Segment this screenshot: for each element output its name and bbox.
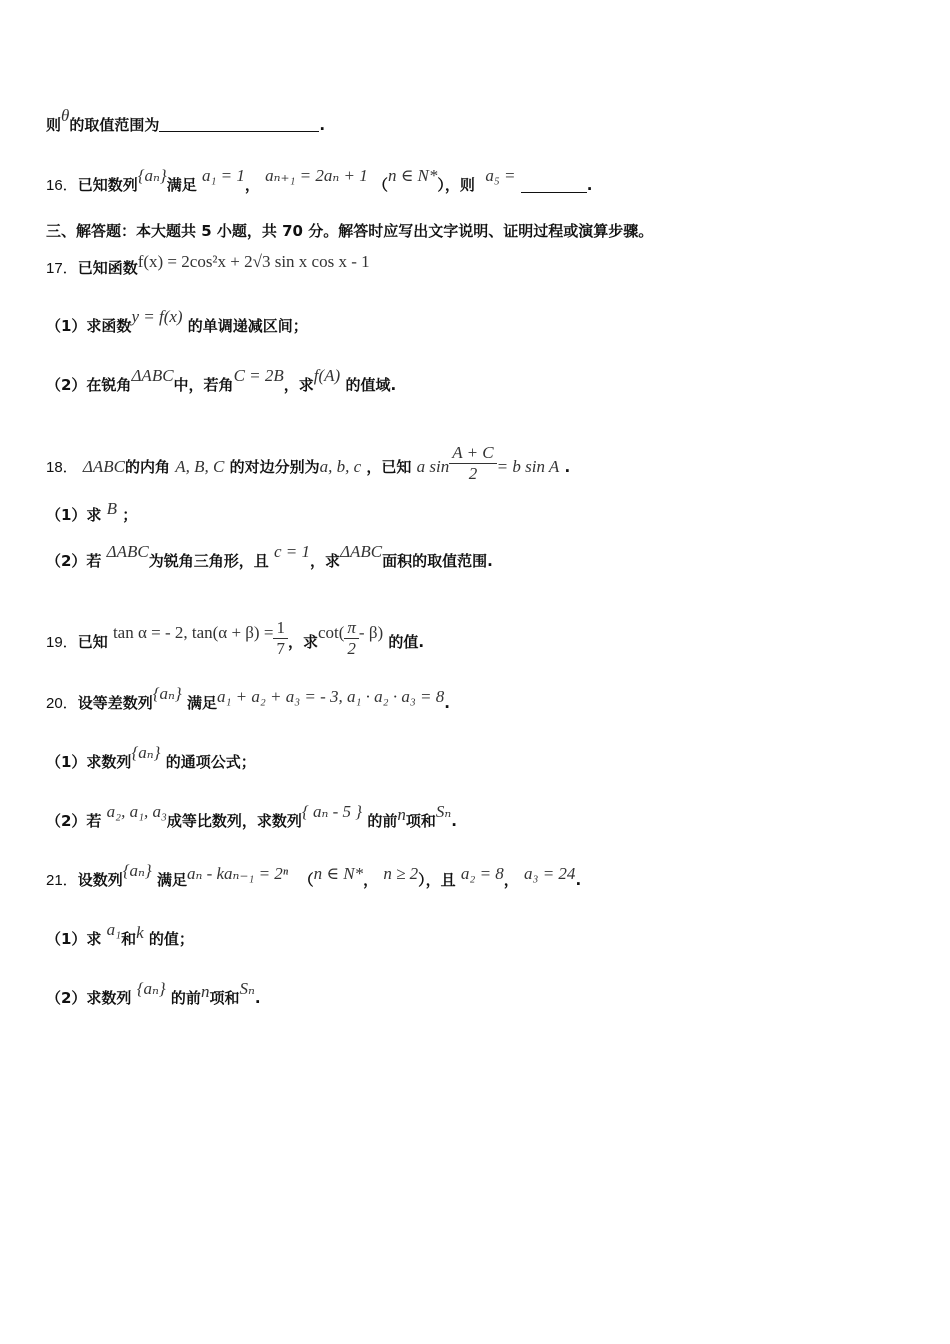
text: 的单调递减区间； — [187, 317, 308, 335]
text: ，求 — [287, 633, 318, 651]
text: 设数列 — [77, 871, 123, 889]
math: - β) — [358, 623, 384, 642]
math: cot( — [317, 623, 345, 642]
fraction-numerator: π — [344, 618, 359, 639]
math: n ∈ N* — [387, 166, 438, 185]
math: tan α = - 2, tan(α + β) = — [112, 623, 274, 642]
question-21-part-2 — [46, 979, 261, 1008]
math: n — [397, 805, 406, 824]
text: 的值； — [148, 930, 194, 948]
math: Sₙ — [435, 802, 452, 821]
math: {aₙ} — [136, 979, 166, 998]
math: {aₙ} — [131, 743, 161, 762]
text: 设等差数列 — [77, 694, 153, 712]
part-label: （1）求 — [46, 930, 102, 948]
math: C = 2B — [233, 366, 284, 385]
part-label: （2）若 — [46, 812, 102, 830]
text: 则 — [46, 116, 62, 134]
question-number: 16． — [46, 177, 78, 194]
answer-blank — [521, 191, 587, 193]
text: ），则 — [437, 176, 475, 194]
part-label: （2）在锐角 — [46, 376, 132, 394]
math: Sₙ — [239, 979, 255, 998]
text: . — [319, 116, 326, 134]
text: 和 — [121, 930, 137, 948]
math: a₁ — [106, 920, 122, 939]
question-18-part-2 — [46, 542, 493, 571]
math: ΔABC — [131, 366, 174, 385]
question-19 — [46, 618, 425, 663]
math: a₂ = 8 — [460, 864, 504, 883]
text: ； — [122, 506, 138, 524]
math: a sin — [416, 457, 450, 476]
math: = b sin A — [496, 457, 560, 476]
text: ， — [363, 871, 379, 889]
text: 为锐角三角形，且 — [148, 552, 269, 570]
math: a, b, c — [319, 457, 362, 476]
math: {aₙ} — [122, 861, 152, 880]
math: {aₙ} — [152, 684, 182, 703]
text: 已知函数 — [77, 259, 138, 277]
math: { aₙ - 5 } — [301, 802, 363, 821]
question-21 — [46, 861, 582, 891]
answer-blank — [159, 130, 319, 132]
math: {aₙ} — [137, 166, 167, 185]
text: . — [444, 694, 450, 712]
text: ， — [244, 176, 260, 194]
math: f(A) — [313, 366, 341, 385]
math: n — [200, 982, 210, 1001]
text: ，求 — [310, 552, 341, 570]
math: a₃ = 24 — [524, 864, 576, 883]
math: f(x) = 2cos²x + 2√3 sin x cos x - 1 — [137, 252, 370, 271]
text: 成等比数列，求数列 — [166, 812, 302, 830]
section-heading: 三、解答题：本大题共 5 小题，共 70 分。解答时应写出文字说明、证明过程或演算步骤。 — [46, 222, 654, 240]
text: 的值. — [388, 633, 425, 651]
text: ， — [503, 871, 519, 889]
text: 的前 — [170, 989, 201, 1007]
math: B — [106, 499, 118, 518]
question-17 — [46, 252, 370, 279]
question-number: 21． — [46, 872, 78, 889]
math: n ∈ N* — [313, 864, 364, 883]
text: 项和 — [405, 812, 436, 830]
text: 满足 — [156, 871, 187, 889]
math: a₂, a₁, a₃ — [106, 802, 167, 821]
question-number: 17． — [46, 260, 78, 277]
text: 满足 — [186, 694, 217, 712]
part-label: （1）求函数 — [46, 317, 132, 335]
text: ，求 — [283, 376, 314, 394]
text: 的内角 — [125, 458, 171, 476]
question-18-part-1 — [46, 499, 138, 525]
math: y = f(x) — [131, 307, 183, 326]
text: 的通项公式； — [165, 753, 256, 771]
fraction-denominator: 2 — [347, 639, 356, 658]
part-label: （2）求数列 — [46, 989, 132, 1007]
question-16 — [46, 166, 593, 196]
text: . — [254, 989, 261, 1007]
math: a₁ = 1 — [201, 166, 245, 185]
text: 项和 — [209, 989, 240, 1007]
math: ΔABC — [106, 542, 149, 561]
fraction-numerator: 1 — [273, 618, 288, 639]
text: ），且 — [418, 871, 456, 889]
text: . — [586, 176, 593, 194]
question-18 — [46, 443, 571, 488]
math: a₁ + a₂ + a₃ = - 3, a₁ · a₂ · a₃ = 8 — [216, 687, 445, 706]
text: . — [564, 458, 571, 476]
text: 中，若角 — [173, 376, 234, 394]
math: A, B, C — [175, 457, 225, 476]
text: 满足 — [166, 176, 197, 194]
text: . — [575, 871, 582, 889]
text: 的前 — [367, 812, 398, 830]
q15-tail — [46, 106, 326, 135]
text: . — [451, 812, 457, 830]
question-number: 18． — [46, 459, 78, 476]
question-17-part-2 — [46, 366, 397, 395]
question-20-part-2 — [46, 802, 457, 831]
math: ΔABC — [82, 457, 126, 476]
math: ΔABC — [340, 542, 383, 561]
fraction — [273, 618, 288, 659]
text: 已知数列 — [77, 176, 138, 194]
question-number: 19． — [46, 634, 78, 651]
text: 的值域. — [345, 376, 397, 394]
math: a₅ = — [485, 166, 516, 185]
math: c = 1 — [274, 542, 311, 561]
text: （ — [372, 176, 388, 194]
text: 的对边分别为 — [229, 458, 320, 476]
text: （ — [298, 871, 314, 889]
question-20-part-1 — [46, 743, 256, 772]
math: n ≥ 2 — [383, 864, 419, 883]
math: aₙ - kaₙ₋₁ = 2ⁿ — [186, 864, 289, 883]
fraction — [449, 443, 496, 484]
fraction — [344, 618, 359, 659]
question-17-part-1 — [46, 307, 308, 336]
math: aₙ₊₁ = 2aₙ + 1 — [265, 166, 368, 185]
text: 的取值范围为 — [69, 116, 160, 134]
question-20 — [46, 684, 450, 714]
part-label: （2）若 — [46, 552, 102, 570]
part-label: （1）求数列 — [46, 753, 132, 771]
text: ，已知 — [366, 458, 412, 476]
fraction-denominator: 7 — [276, 639, 285, 658]
question-21-part-1 — [46, 920, 194, 949]
text: 面积的取值范围. — [382, 552, 493, 570]
text: 已知 — [77, 633, 108, 651]
fraction-numerator: A + C — [449, 443, 496, 464]
math: k — [136, 923, 144, 942]
question-number: 20． — [46, 695, 78, 712]
fraction-denominator: 2 — [468, 464, 478, 483]
part-label: （1）求 — [46, 506, 102, 524]
math-theta: θ — [61, 106, 70, 125]
